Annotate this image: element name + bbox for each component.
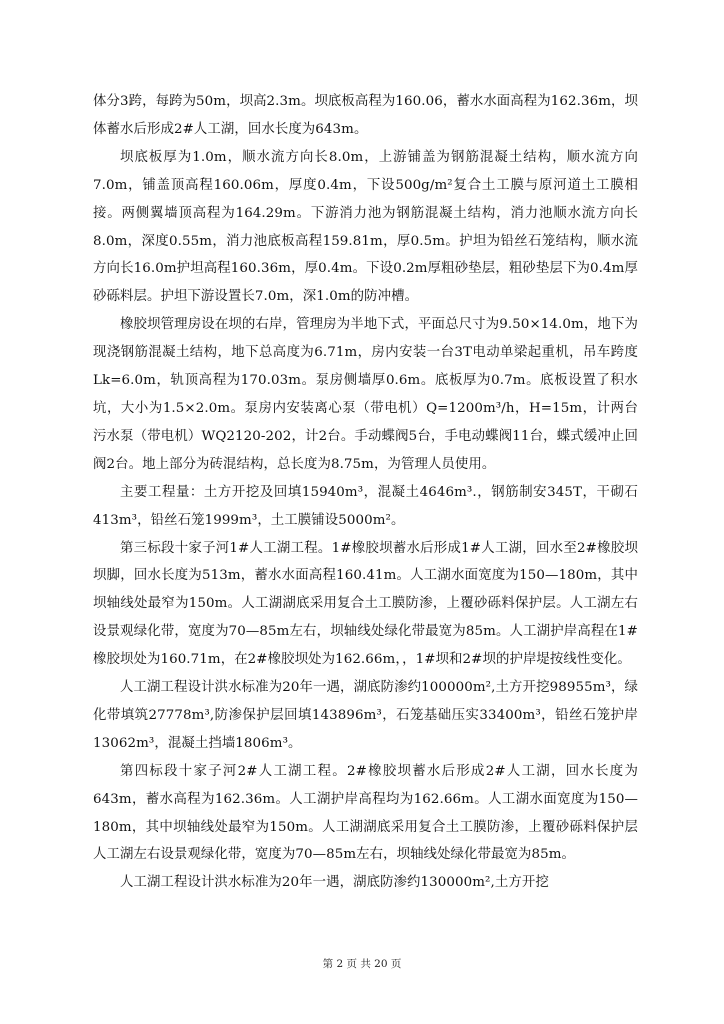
paragraph-lake-two-design: 人工湖工程设计洪水标准为20年一遇，湖底防渗约130000m²,土方开挖 [120, 875, 549, 891]
paragraph-section-three: 第三标段十家子河1#人工湖工程。1#橡胶坝蓄水后形成1#人工湖，回水至2#橡胶坝坝脚，回水长度为513m，蓄水水面高程160.41m。人工湖水面宽度为150—180m，其中坝轴线处最窄为150m。人工湖湖底采用复合土工膜防渗，上覆砂砾料保护层。人工湖左右设景观绿化带，宽度为70—85m左右，坝轴线处绿化带最宽为85m。人工湖护岸高程在1#橡胶坝处为160.71m，在2#橡胶坝处为162.66m，，1#坝和2#坝的护岸堤按线性变化。 [93, 540, 638, 668]
paragraph-section-four: 第四标段十家子河2#人工湖工程。2#橡胶坝蓄水后形成2#人工湖，回水长度为643m，蓄水高程为162.36m。人工湖护岸高程均为162.66m。人工湖水面宽度为150—180m，其中坝轴线处最窄为150m。人工湖湖底采用复合土工膜防渗，上覆砂砾料保护层人工湖左右设景观绿化带，宽度为70—85m左右，坝轴线处绿化带最宽为85m。 [93, 763, 638, 863]
body-text [93, 88, 638, 897]
paragraph-management-house: 橡胶坝管理房设在坝的右岸，管理房为半地下式，平面总尺寸为9.50×14.0m，地下为现浇钢筋混凝土结构，地下总高度为6.71m，房内安装一台3T电动单梁起重机，吊车跨度Lk=6.0m，轨顶高程为170.03m。泵房侧墙厚0.6m。底板厚为0.7m。底板设置了积水坑，大小为1.5×2.0m。泵房内安装离心泵（带电机）Q=1200m³/h，H=15m，计两台污水泵（带电机）WQ2120-202，计2台。手动蝶阀5台，手电动蝶阀11台，蝶式缓冲止回阀2台。地上部分为砖混结构，总长度为8.75m，为管理人员使用。 [93, 317, 638, 472]
page-footer: 第 2 页 共 20 页 [322, 958, 402, 970]
paragraph-lake-one-design: 人工湖工程设计洪水标准为20年一遇，湖底防渗约100000m²,土方开挖98955m³，绿化带填筑27778m³,防渗保护层回填143896m³，石笼基础压实33400m³，铅丝石笼护岸13062m³，混凝土挡墙1806m³。 [93, 680, 638, 751]
paragraph-main-quantities: 主要工程量：土方开挖及回填15940m³，混凝土4646m³.，钢筋制安345T，干砌石413m³，铅丝石笼1999m³，土工膜铺设5000m²。 [93, 484, 638, 528]
paragraph-dam-span: 体分3跨，每跨为50m，坝高2.3m。坝底板高程为160.06，蓄水水面高程为162.36m，坝体蓄水后形成2#人工湖，回水长度为643m。 [93, 94, 638, 137]
paragraph-dam-floor: 坝底板厚为1.0m，顺水流方向长8.0m，上游铺盖为钢筋混凝土结构，顺水流方向7.0m，铺盖顶高程160.06m，厚度0.4m，下设500g/m²复合土工膜与原河道土工膜相接。两侧翼墙顶高程为164.29m。下游消力池为钢筋混凝土结构，消力池顺水流方向长8.0m，深度0.55m，消力池底板高程159.81m，厚0.5m。护坦为铅丝石笼结构，顺水流方向长16.0m护坦高程160.36m，厚0.4m。下设0.2m厚粗砂垫层，粗砂垫层下为0.4m厚砂砾料层。护坦下游设置长7.0m，深1.0m的防冲槽。 [93, 149, 638, 305]
